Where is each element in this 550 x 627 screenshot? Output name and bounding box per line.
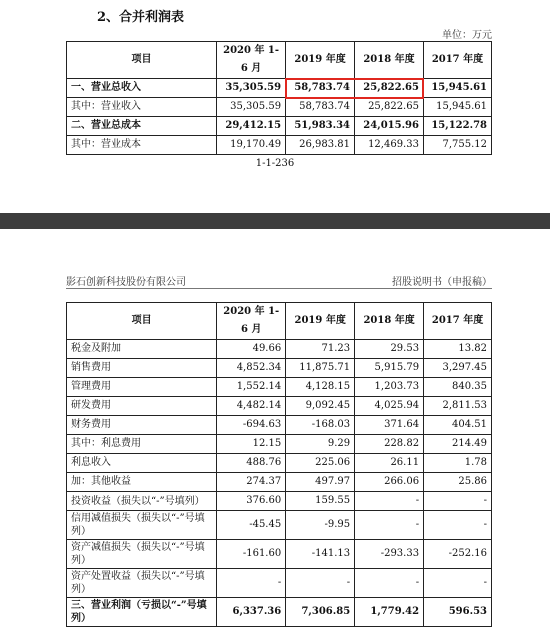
cell-value: - xyxy=(424,569,492,598)
row-label: 信用减值损失（损失以“-”号填列） xyxy=(67,511,217,540)
cell-value: - xyxy=(355,511,424,540)
row-label: 三、营业利润（亏损以“-”号填列） xyxy=(67,598,217,627)
column-header: 2018 年度 xyxy=(355,303,424,340)
table-header-row xyxy=(67,42,492,79)
row-label: 财务费用 xyxy=(67,416,217,435)
cell-value: 497.97 xyxy=(286,473,355,492)
cell-value: 371.64 xyxy=(355,416,424,435)
cell-value: - xyxy=(355,569,424,598)
cell-value: 24,015.96 xyxy=(355,117,424,136)
table-row xyxy=(67,492,492,511)
table-row xyxy=(67,397,492,416)
cell-value: 596.53 xyxy=(424,598,492,627)
cell-value: 35,305.59 xyxy=(217,79,286,98)
table-row xyxy=(67,359,492,378)
column-header: 2019 年度 xyxy=(286,42,355,79)
cell-value: - xyxy=(424,511,492,540)
cell-value: 1,779.42 xyxy=(355,598,424,627)
cell-value: 29,412.15 xyxy=(217,117,286,136)
cell-value: -694.63 xyxy=(217,416,286,435)
section-title: 2、合并利润表 xyxy=(97,10,185,25)
cell-value: 15,945.61 xyxy=(423,98,491,117)
cell-value: -161.60 xyxy=(217,540,286,569)
cell-value: 15,945.61 xyxy=(423,79,491,98)
cell-value: 49.66 xyxy=(217,340,286,359)
cell-value: - xyxy=(286,569,355,598)
row-label: 税金及附加 xyxy=(67,340,217,359)
table-row xyxy=(67,117,492,136)
document-type: 招股说明书（申报稿） xyxy=(392,277,492,288)
cell-value: 4,025.94 xyxy=(355,397,424,416)
table-header-row xyxy=(67,303,492,340)
cell-value: 266.06 xyxy=(355,473,424,492)
cell-value: 12,469.33 xyxy=(355,136,424,155)
cell-value: 1,203.73 xyxy=(355,378,424,397)
cell-value: -9.95 xyxy=(286,511,355,540)
cell-value: -141.13 xyxy=(286,540,355,569)
column-header: 项目 xyxy=(67,303,217,340)
cell-value: -45.45 xyxy=(217,511,286,540)
cell-value: 228.82 xyxy=(355,435,424,454)
table-row xyxy=(67,416,492,435)
cell-value: 4,482.14 xyxy=(217,397,286,416)
row-label: 资产处置收益（损失以“-”号填列） xyxy=(67,569,217,598)
column-header: 2019 年度 xyxy=(286,303,355,340)
table-row xyxy=(67,569,492,598)
cell-value: 404.51 xyxy=(424,416,492,435)
cell-value: 3,297.45 xyxy=(424,359,492,378)
table-row xyxy=(67,598,492,627)
table-row xyxy=(67,473,492,492)
cell-value: 11,875.71 xyxy=(286,359,355,378)
row-label: 一、营业总收入 xyxy=(67,79,217,98)
column-header: 2020 年 1-6 月 xyxy=(217,303,286,340)
cell-value: 5,915.79 xyxy=(355,359,424,378)
cell-value: 488.76 xyxy=(217,454,286,473)
row-label: 管理费用 xyxy=(67,378,217,397)
table-row xyxy=(67,435,492,454)
cell-value: 19,170.49 xyxy=(217,136,286,155)
table-row xyxy=(67,378,492,397)
cell-value: 12.15 xyxy=(217,435,286,454)
column-header: 2018 年度 xyxy=(355,42,424,79)
cell-value: 2,811.53 xyxy=(424,397,492,416)
row-label: 资产减值损失（损失以“-”号填列） xyxy=(67,540,217,569)
column-header: 2017 年度 xyxy=(423,42,491,79)
cell-value: 15,122.78 xyxy=(423,117,491,136)
cell-value: 25.86 xyxy=(424,473,492,492)
table-row xyxy=(67,540,492,569)
document-page-1 xyxy=(0,0,550,213)
cell-value: 9.29 xyxy=(286,435,355,454)
cell-value: 1.78 xyxy=(424,454,492,473)
cell-value: - xyxy=(355,492,424,511)
table-row xyxy=(67,98,492,117)
cell-value: 840.35 xyxy=(424,378,492,397)
page-number: 1-1-236 xyxy=(255,158,295,169)
document-page-2 xyxy=(0,229,550,624)
column-header: 2020 年 1-6 月 xyxy=(217,42,286,79)
cell-value: 225.06 xyxy=(286,454,355,473)
cell-value: -168.03 xyxy=(286,416,355,435)
cell-value: 376.60 xyxy=(217,492,286,511)
table-row xyxy=(67,136,492,155)
cell-value: 25,822.65 xyxy=(355,98,424,117)
table-row xyxy=(67,79,492,98)
table-row xyxy=(67,454,492,473)
row-label: 销售费用 xyxy=(67,359,217,378)
column-header: 2017 年度 xyxy=(424,303,492,340)
cell-value: -293.33 xyxy=(355,540,424,569)
cell-value: 26,983.81 xyxy=(286,136,355,155)
row-label: 投资收益（损失以“-”号填列） xyxy=(67,492,217,511)
row-label: 其中：营业收入 xyxy=(67,98,217,117)
table-row xyxy=(67,511,492,540)
row-label: 利息收入 xyxy=(67,454,217,473)
row-label: 研发费用 xyxy=(67,397,217,416)
cell-value: 4,128.15 xyxy=(286,378,355,397)
cell-value: 7,755.12 xyxy=(423,136,491,155)
row-label: 其中：利息费用 xyxy=(67,435,217,454)
cell-value: 13.82 xyxy=(424,340,492,359)
cell-value: 4,852.34 xyxy=(217,359,286,378)
cell-value: 51,983.34 xyxy=(286,117,355,136)
cell-value: 29.53 xyxy=(355,340,424,359)
cell-value: 35,305.59 xyxy=(217,98,286,117)
table-row xyxy=(67,340,492,359)
cell-value: 58,783.74 xyxy=(286,79,355,98)
row-label: 二、营业总成本 xyxy=(67,117,217,136)
cell-value: 26.11 xyxy=(355,454,424,473)
company-name: 影石创新科技股份有限公司 xyxy=(66,277,186,288)
column-header: 项目 xyxy=(67,42,217,79)
cell-value: 159.55 xyxy=(286,492,355,511)
cell-value: 214.49 xyxy=(424,435,492,454)
cell-value: 71.23 xyxy=(286,340,355,359)
cell-value: - xyxy=(424,492,492,511)
cell-value: 6,337.36 xyxy=(217,598,286,627)
cell-value: 9,092.45 xyxy=(286,397,355,416)
income-statement-table-continued xyxy=(66,302,492,627)
cell-value: 25,822.65 xyxy=(355,79,424,98)
header-rule xyxy=(66,288,492,289)
row-label: 其中：营业成本 xyxy=(67,136,217,155)
cell-value: -252.16 xyxy=(424,540,492,569)
cell-value: 7,306.85 xyxy=(286,598,355,627)
page-separator xyxy=(0,213,550,229)
cell-value: 58,783.74 xyxy=(286,98,355,117)
row-label: 加：其他收益 xyxy=(67,473,217,492)
cell-value: - xyxy=(217,569,286,598)
unit-label: 单位：万元 xyxy=(442,30,492,41)
cell-value: 274.37 xyxy=(217,473,286,492)
income-statement-table-top xyxy=(66,41,492,155)
cell-value: 1,552.14 xyxy=(217,378,286,397)
